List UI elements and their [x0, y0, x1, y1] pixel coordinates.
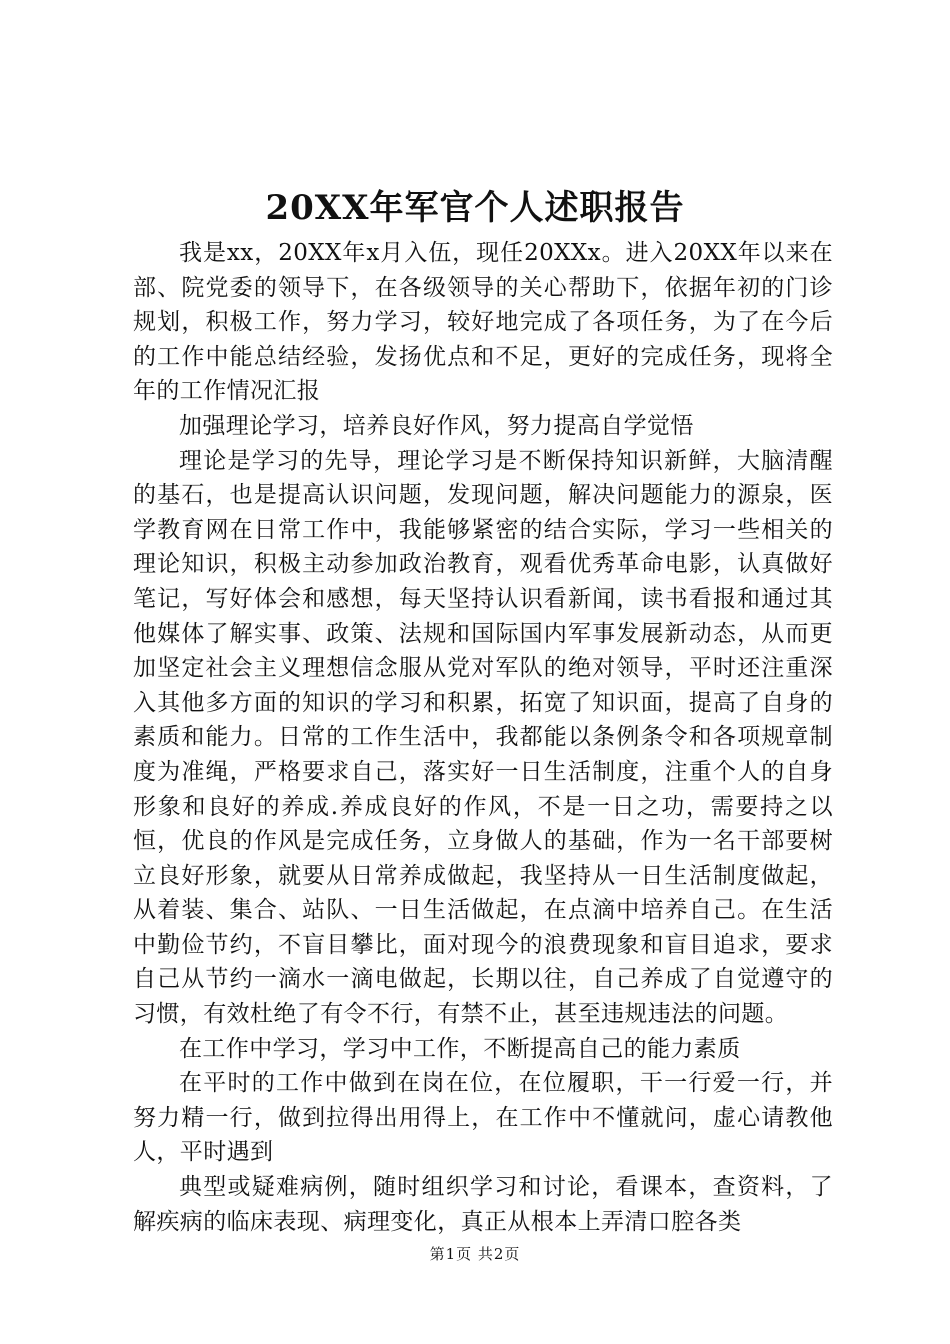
document-title: 20XX年军官个人述职报告 — [265, 188, 685, 228]
page-indicator: 第1页 共2页 — [429, 1245, 521, 1263]
section-heading-theory: 加强理论学习，培养良好作风，努力提高自学觉悟 — [179, 412, 694, 439]
paragraph-work: 在平时的工作中做到在岗在位，在位履职，干一行爱一行，并努力精一行，做到拉得出用得上，在工作中不懂就问，虚心请教他人，平时遇到 — [133, 1070, 833, 1166]
paragraph-intro: 我是xx，20XX年x月入伍，现任20XXx。进入20XX年以来在部、院党委的领导下，在各级领导的关心帮助下，依据年初的门诊规划，积极工作，努力学习，较好地完成了各项任务，为了在今后的工作中能总结经验，发扬优点和不足，更好的完成任务，现将全年的工作情况汇报 — [133, 240, 833, 405]
paragraph-cases: 典型或疑难病例，随时组织学习和讨论，看课本，查资料，了解疾病的临床表现、病理变化，真正从根本上弄清口腔各类 — [133, 1174, 833, 1235]
paragraph-theory: 理论是学习的先导，理论学习是不断保持知识新鲜，大脑清醒的基石，也是提高认识问题，发现问题，解决问题能力的源泉，医学教育网在日常工作中，我能够紧密的结合实际，学习一些相关的理论知识，积极主动参加政治教育，观看优秀革命电影，认真做好笔记，写好体会和感想，每天坚持认识看新闻，读书看报和通过其他媒体了解实事、政策、法规和国际国内军事发展新动态，从而更加坚定社会主义理想信念服从党对军队的绝对领导，平时还注重深入其他多方面的知识的学习和积累，拓宽了知识面，提高了自身的素质和能力。日常的工作生活中，我都能以条例条令和各项规章制度为准绳，严格要求自己，落实好一日生活制度，注重个人的自身形象和良好的养成.养成良好的作风，不是一日之功，需要持之以恒，优良的作风是完成任务，立身做人的基础，作为一名干部要树立良好形象，就要从日常养成做起，我坚持从一日生活制度做起，从着装、集合、站队、一日生活做起，在点滴中培养自己。在生活中勤俭节约，不盲目攀比，面对现今的浪费现象和盲目追求，要求自己从节约一滴水一滴电做起，长期以往，自己养成了自觉遵守的习惯，有效杜绝了有令不行，有禁不止，甚至违规违法的问题。 — [133, 447, 833, 1028]
section-heading-work: 在工作中学习，学习中工作，不断提高自己的能力素质 — [179, 1035, 741, 1062]
document-body — [133, 236, 833, 1239]
